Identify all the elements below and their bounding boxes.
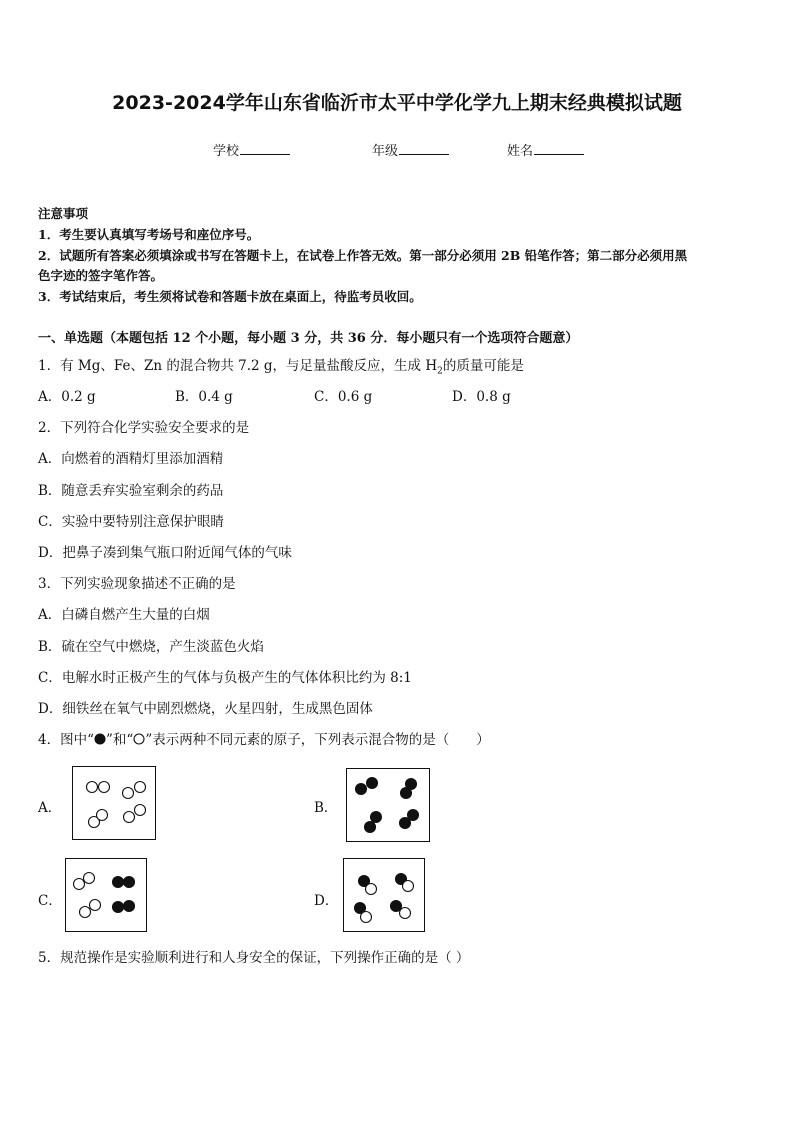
school-blank xyxy=(240,142,290,155)
q1-option-c: C．0.6 g xyxy=(314,389,373,405)
monatomic-white-atoms-diagram xyxy=(73,767,155,839)
q4-option-a-label: A． xyxy=(38,800,62,816)
question-5-stem: 5．规范操作是实验顺利进行和人身安全的保证，下列操作正确的是（ ） xyxy=(38,950,470,966)
q3-option-d: D．细铁丝在氧气中剧烈燃烧，火星四射，生成黑色固体 xyxy=(38,701,373,717)
q4-stem-part: ”和“ xyxy=(106,732,134,748)
grade-field xyxy=(372,140,449,159)
q4-option-d-label: D． xyxy=(314,893,339,909)
question-2-stem: 2．下列符合化学实验安全要求的是 xyxy=(38,420,250,436)
q1-stem-part: 的质量可能是 xyxy=(442,358,524,374)
q2-option-d: D．把鼻子凑到集气瓶口附近闻气体的气味 xyxy=(38,545,292,561)
q1-option-b: B．0.4 g xyxy=(175,389,233,405)
exam-title: 2023-2024学年山东省临沂市太平中学化学九上期末经典模拟试题 xyxy=(112,92,682,114)
q3-option-c: C．电解水时正极产生的气体与负极产生的气体体积比约为 8:1 xyxy=(38,670,412,686)
question-4-stem xyxy=(38,728,490,748)
q4-option-a-diagram xyxy=(72,766,156,840)
q4-option-c-diagram xyxy=(65,858,147,932)
q4-stem-part: ”表示两种不同元素的原子，下列表示混合物的是（ ） xyxy=(145,732,490,748)
q2-option-b: B．随意丢弃实验室剩余的药品 xyxy=(38,483,224,499)
q2-option-a: A．向燃着的酒精灯里添加酒精 xyxy=(38,451,224,467)
black-diatomic-molecules-diagram xyxy=(347,769,429,841)
question-1-stem xyxy=(38,354,524,377)
q4-option-b-label: B． xyxy=(314,800,338,816)
name-label: 姓名 xyxy=(507,144,534,159)
q1-subscript: 2 xyxy=(437,366,443,377)
q1-option-d: D．0.8 g xyxy=(452,389,511,405)
white-atom-icon xyxy=(133,733,145,745)
q4-option-c-label: C． xyxy=(38,893,62,909)
grade-blank xyxy=(399,142,449,155)
q1-option-a: A．0.2 g xyxy=(38,389,96,405)
section-heading: 一、单选题（本题包括 12 个小题，每小题 3 分，共 36 分．每小题只有一个选项符合题意） xyxy=(38,331,579,346)
school-label: 学校 xyxy=(213,144,240,159)
q4-option-b-diagram xyxy=(346,768,430,842)
q1-stem-part: 1．有 Mg、Fe、Zn 的混合物共 7.2 g，与足量盐酸反应，生成 H xyxy=(38,358,438,374)
q3-option-b: B．硫在空气中燃烧，产生淡蓝色火焰 xyxy=(38,639,264,655)
q3-option-a: A．白磷自燃产生大量的白烟 xyxy=(38,607,210,623)
note-item: 色字迹的签字笔作答。 xyxy=(38,268,164,283)
grade-label: 年级 xyxy=(372,144,399,159)
black-atom-icon xyxy=(94,733,106,745)
mixed-molecules-diagram xyxy=(66,859,146,931)
compound-molecules-diagram xyxy=(344,859,424,931)
school-field xyxy=(213,140,290,159)
question-3-stem: 3．下列实验现象描述不正确的是 xyxy=(38,576,236,592)
note-item: 1．考生要认真填写考场号和座位序号。 xyxy=(38,227,260,242)
note-item: 3．考试结束后，考生须将试卷和答题卡放在桌面上，待监考员收回。 xyxy=(38,289,422,304)
q4-option-d-diagram xyxy=(343,858,425,932)
name-field xyxy=(507,140,584,159)
note-item: 2．试题所有答案必须填涂或书写在答题卡上，在试卷上作答无效。第一部分必须用 2B 铅笔作答；第二部分必须用黑 xyxy=(38,248,688,263)
name-blank xyxy=(534,142,584,155)
q4-stem-part: 4．图中“ xyxy=(38,732,94,748)
q2-option-c: C．实验中要特别注意保护眼睛 xyxy=(38,514,224,530)
notes-heading: 注意事项 xyxy=(38,206,89,221)
